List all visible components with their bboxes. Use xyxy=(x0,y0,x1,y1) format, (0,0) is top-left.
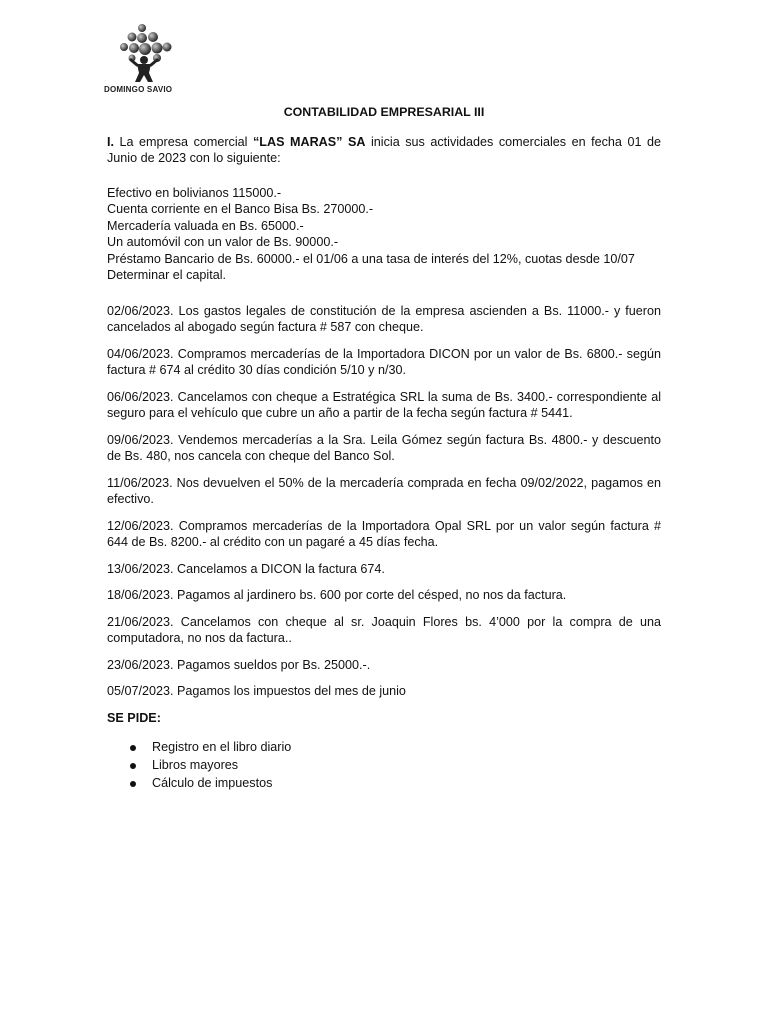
requirement-item xyxy=(107,756,661,774)
asset-line: Determinar el capital. xyxy=(107,268,226,282)
se-pide-heading: SE PIDE: xyxy=(107,710,161,725)
document-title: CONTABILIDAD EMPRESARIAL III xyxy=(283,105,485,119)
intro-text-a: La empresa comercial xyxy=(114,134,253,149)
transaction-entry: 06/06/2023. Cancelamos con cheque a Estratégica SRL la suma de Bs. 3400.- correspondiente al seguro para el vehículo que cubre un año a partir de la fecha según factura # 5441. xyxy=(107,389,661,420)
company-name: “LAS MARAS” SA xyxy=(252,134,366,149)
intro-paragraph xyxy=(107,134,661,167)
transaction-entry: 04/06/2023. Compramos mercaderías de la Importadora DICON por un valor de Bs. 6800.- según factura # 674 al crédito 30 días condición 5/10 y n/30. xyxy=(107,346,661,377)
requirement-item xyxy=(107,738,661,756)
logo xyxy=(104,20,188,98)
asset-line: Cuenta corriente en el Banco Bisa Bs. 270000.- xyxy=(107,202,374,216)
requirement-text: Libros mayores xyxy=(152,758,239,772)
asset-line: Préstamo Bancario de Bs. 60000.- el 01/06 a una tasa de interés del 12%, cuotas desde 10/07 xyxy=(107,251,635,266)
asset-line: Un automóvil con un valor de Bs. 90000.- xyxy=(107,235,339,249)
transaction-entry: 11/06/2023. Nos devuelven el 50% de la mercadería comprada en fecha 09/02/2022, pagamos en efectivo. xyxy=(107,475,661,506)
section-numeral: I. xyxy=(107,134,114,149)
transaction-entry: 18/06/2023. Pagamos al jardinero bs. 600 por corte del césped, no nos da factura. xyxy=(107,588,567,602)
intro-text-b: inicia sus actividades comerciales en fecha 01 de Junio de 2023 con lo siguiente: xyxy=(107,134,661,165)
requirement-text: Cálculo de impuestos xyxy=(152,776,273,790)
document-body xyxy=(107,104,661,792)
asset-line: Mercadería valuada en Bs. 65000.- xyxy=(107,218,304,233)
initial-assets-list xyxy=(107,185,661,284)
logo-caption: DOMINGO SAVIO xyxy=(104,85,173,94)
requirement-item xyxy=(107,774,661,792)
transaction-entry: 05/07/2023. Pagamos los impuestos del mes de junio xyxy=(107,684,406,698)
bullet-icon xyxy=(130,763,136,769)
bullet-icon xyxy=(130,745,136,751)
transaction-entry: 21/06/2023. Cancelamos con cheque al sr. Joaquin Flores bs. 4’000 por la compra de una computadora, no nos da factura.. xyxy=(107,614,661,645)
asset-line: Efectivo en bolivianos 115000.- xyxy=(107,185,282,200)
transaction-entry: 13/06/2023. Cancelamos a DICON la factura 674. xyxy=(107,561,385,576)
transaction-entry: 12/06/2023. Compramos mercaderías de la Importadora Opal SRL por un valor según factura # 644 de Bs. 8200.- al crédito con un pagaré a 45 días fecha. xyxy=(107,518,661,549)
transaction-entry: 23/06/2023. Pagamos sueldos por Bs. 25000.-. xyxy=(107,657,371,672)
requirement-text: Registro en el libro diario xyxy=(152,740,292,754)
transaction-entry: 02/06/2023. Los gastos legales de constitución de la empresa ascienden a Bs. 11000.- y fueron cancelados al abogado según factura # 587 con cheque. xyxy=(107,303,661,334)
domingo-savio-logo-icon xyxy=(104,20,188,86)
requirements-list xyxy=(107,738,661,792)
bullet-icon xyxy=(130,781,136,787)
transaction-entry: 09/06/2023. Vendemos mercaderías a la Sra. Leila Gómez según factura Bs. 4800.- y descuento de Bs. 480, nos cancela con cheque del Banco Sol. xyxy=(107,432,661,463)
